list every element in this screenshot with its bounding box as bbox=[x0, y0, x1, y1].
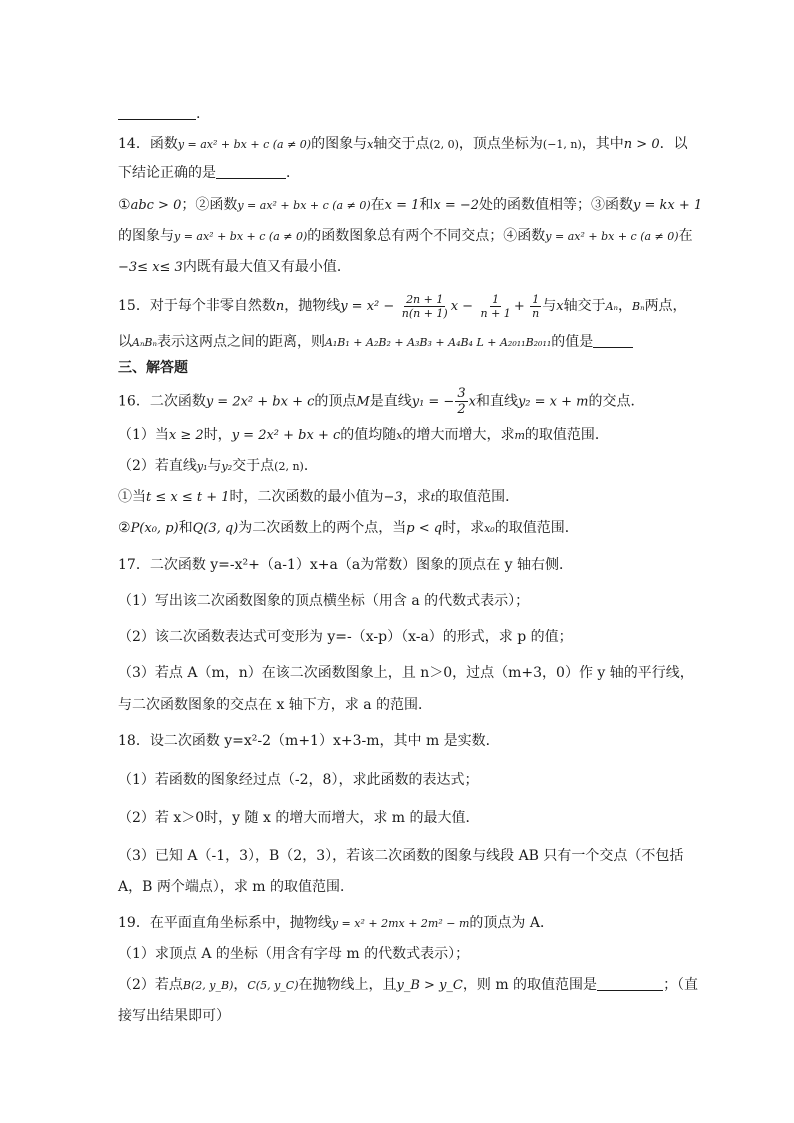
q16-subpart-2: ②P(x₀, p)和Q(3, q)为二次函数上的两个点，当p < q时，求x₀的取值范围． bbox=[118, 520, 579, 536]
q17-part-1: （1）写出该二次函数图象的顶点横坐标（用含 a 的代数式表示）； bbox=[118, 593, 530, 609]
q14-line-1: 14．函数y = ax² + bx + c (a ≠ 0)的图象与x轴交于点(2, 0)，顶点坐标为(−1, n)，其中n > 0．以 bbox=[118, 136, 688, 152]
q19-answer-blank[interactable] bbox=[597, 975, 663, 991]
q17-part-2: （2）该二次函数表达式可变形为 y=-（x-p）（x-a）的形式，求 p 的值； bbox=[118, 629, 573, 645]
q18-line-1: 18．设二次函数 y=x²-2（m+1）x+3-m，其中 m 是实数． bbox=[118, 733, 500, 749]
q16-part-2: （2）若直线y₁与y₂交于点(2, n)． bbox=[118, 458, 318, 474]
q19-part-2-cont: 接写出结果即可） bbox=[118, 1008, 230, 1024]
q14-answer-blank[interactable] bbox=[216, 163, 286, 179]
q15-answer-blank[interactable] bbox=[593, 332, 633, 348]
q18-part-1: （1）若函数的图象经过点（-2，8），求此函数的表达式； bbox=[118, 772, 479, 788]
q18-part-3: （3）已知 A（-1，3），B（2，3），若该二次函数的图象与线段 AB 只有一个交点（不包括 bbox=[118, 848, 684, 864]
q15-line-2: 以AₙBₙ表示这两点之间的距离，则A₁B₁ + A₂B₂ + A₃B₃ + A₄B₄ L + A₂₀₁₁B₂₀₁₁的值是 bbox=[118, 332, 633, 353]
answer-blank[interactable] bbox=[118, 104, 196, 120]
fraction-1-n: $\frac{1}{n}$ bbox=[532, 292, 540, 320]
section-heading: 三、解答题 bbox=[118, 360, 188, 376]
q14-line-3: ①abc > 0；②函数y = ax² + bx + c (a ≠ 0)在x = 1和x = −2处的函数值相等；③函数y = kx + 1 bbox=[118, 197, 703, 213]
q17-line-1: 17．二次函数 y=-x²+（a-1）x+a（a为常数）图象的顶点在 y 轴右侧． bbox=[118, 557, 573, 573]
q19-part-1: （1）求顶点 A 的坐标（用含有字母 m 的代数式表示）； bbox=[118, 946, 470, 962]
fraction-2n1: $\frac{2n + 1}{n(n + 1)}$ bbox=[401, 292, 448, 320]
q14-line-2: 下结论正确的是 ． bbox=[118, 165, 300, 181]
fraction-3-2: $\frac{3}{2}$ bbox=[457, 386, 466, 417]
q17-part-3: （3）若点 A（m，n）在该二次函数图象上，且 n＞0，过点（m+3，0）作 y 轴的平行线， bbox=[118, 665, 694, 681]
q15-line-1: 15．对于每个非零自然数n，抛物线y = x² − $\frac{2n + 1}{n(n + 1)}$ x − $\frac{1}{n + 1}$ + $\frac{1}{n}$ 与x轴交于Aₙ，Bₙ两点， bbox=[118, 292, 687, 320]
q16-line-1: 16．二次函数y = 2x² + bx + c的顶点M是直线y₁ = − $\frac{3}{2}$ x和直线y₂ = x + m的交点． bbox=[118, 386, 645, 417]
q18-part-2: （2）若 x＞0时，y 随 x 的增大而增大，求 m 的最大值． bbox=[118, 810, 480, 826]
q14-line-4: 的图象与y = ax² + bx + c (a ≠ 0)的函数图象总有两个不同交点；④函数y = ax² + bx + c (a ≠ 0)在 bbox=[118, 228, 693, 244]
q16-part-1: （1）当x ≥ 2时，y = 2x² + bx + c的值均随x的增大而增大，求m的取值范围． bbox=[118, 427, 609, 443]
q18-part-3-cont: A，B 两个端点），求 m 的取值范围． bbox=[118, 879, 355, 895]
q17-part-3-cont: 与二次函数图象的交点在 x 轴下方，求 a 的范围． bbox=[118, 697, 433, 713]
q19-part-2: （2）若点B(2, y_B)，C(5, y_C)在抛物线上，且y_B > y_C，则 m 的取值范围是 ；（直 bbox=[118, 977, 699, 993]
previous-answer-line: . bbox=[118, 104, 200, 124]
q14-line-5: −3≤ x≤ 3内既有最大值又有最小值． bbox=[118, 259, 351, 275]
q16-subpart-1: ①当t ≤ x ≤ t + 1时，二次函数的最小值为−3，求t的取值范围． bbox=[118, 489, 520, 505]
q19-line-1: 19．在平面直角坐标系中，抛物线y = x² + 2mx + 2m² − m的顶点为 A． bbox=[118, 915, 554, 931]
fraction-1-n1: $\frac{1}{n + 1}$ bbox=[480, 292, 511, 320]
